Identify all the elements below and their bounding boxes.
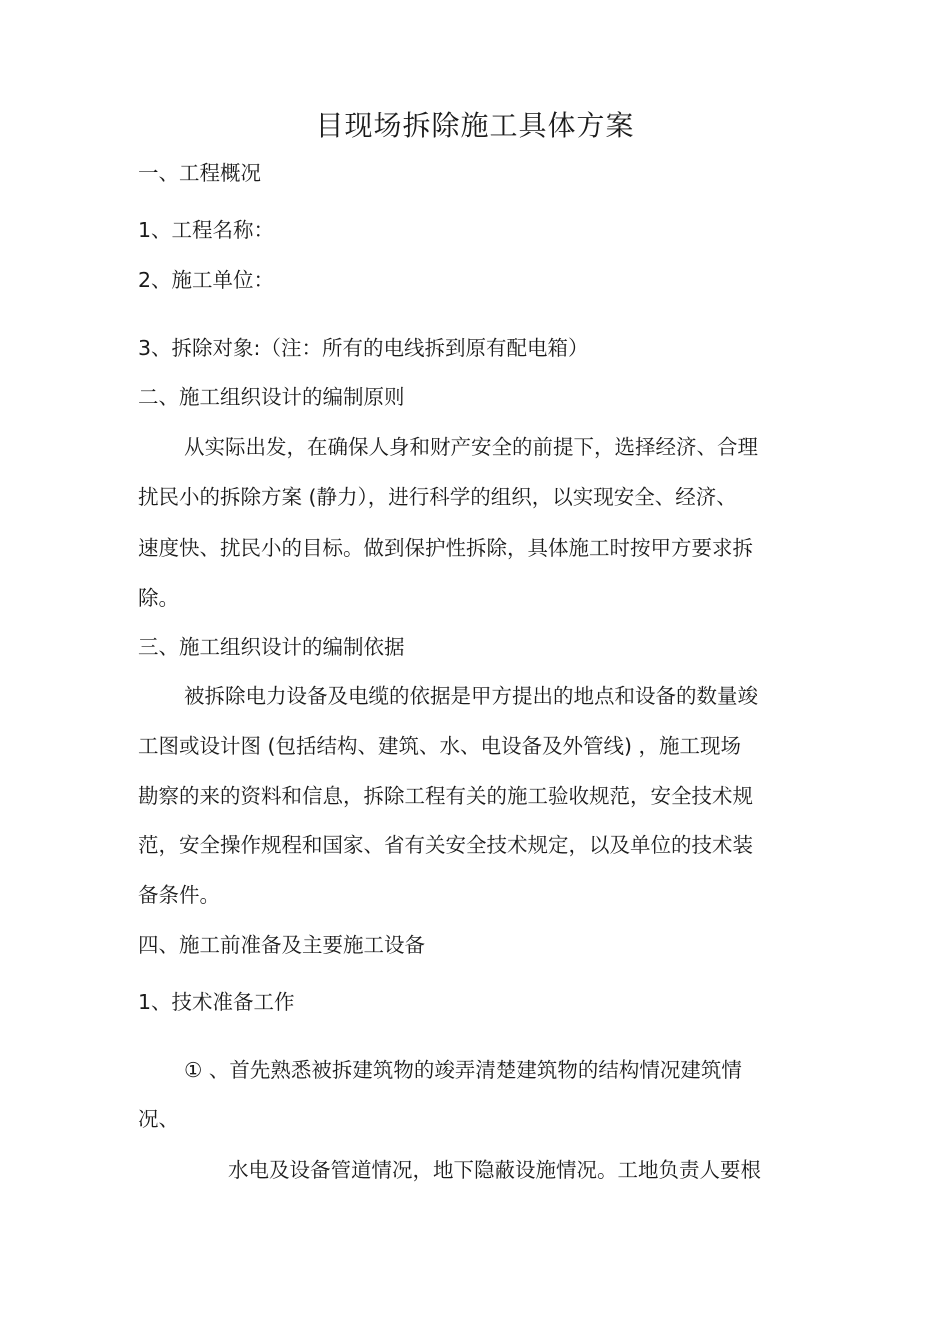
paragraph-line: 从实际出发，在确保人身和财产安全的前提下，选择经济、合理 (184, 435, 758, 459)
paragraph-line: 速度快、扰民小的目标。做到保护性拆除，具体施工时按甲方要求拆 (138, 536, 753, 560)
paragraph-line: 勘察的来的资料和信息，拆除工程有关的施工验收规范，安全技术规 (138, 784, 753, 808)
section-heading-overview: 一、工程概况 (138, 161, 261, 185)
project-name-field: 1、工程名称： (138, 218, 275, 242)
paragraph-line: 被拆除电力设备及电缆的依据是甲方提出的地点和设备的数量竣 (184, 684, 758, 708)
paragraph-line: ① 、首先熟悉被拆建筑物的竣弄清楚建筑物的结构情况建筑情 (184, 1058, 742, 1082)
demolition-object-field: 3、拆除对象:（注：所有的电线拆到原有配电箱） (138, 336, 589, 360)
paragraph-line: 水电及设备管道情况，地下隐蔽设施情况。工地负责人要根 (228, 1158, 761, 1182)
section-heading-principles: 二、施工组织设计的编制原则 (138, 385, 405, 409)
subheading-technical-prep: 1、技术准备工作 (138, 990, 295, 1014)
paragraph-line: 除。 (138, 586, 179, 610)
section-heading-preparation: 四、施工前准备及主要施工设备 (138, 933, 425, 957)
contractor-field: 2、施工单位： (138, 268, 275, 292)
paragraph-line: 扰民小的拆除方案 (静力），进行科学的组织，以实现安全、经济、 (138, 485, 737, 509)
paragraph-line: 况、 (138, 1107, 179, 1131)
paragraph-line: 工图或设计图 (包括结构、建筑、水、电设备及外管线) ，施工现场 (138, 734, 742, 758)
paragraph-line: 备条件。 (138, 883, 220, 907)
paragraph-line: 范，安全操作规程和国家、省有关安全技术规定，以及单位的技术装 (138, 833, 753, 857)
document-title: 目现场拆除施工具体方案 (315, 109, 635, 142)
section-heading-basis: 三、施工组织设计的编制依据 (138, 635, 405, 659)
